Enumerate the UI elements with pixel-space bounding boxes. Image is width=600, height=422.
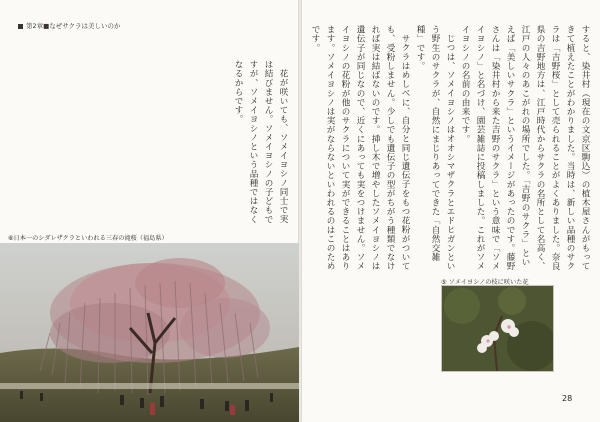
paragraph: 花が咲いても、ソメイヨシノ同士で実は結びません。ソメイヨシノの子どもですが、ソメイヨシノという品種ではなくなるからです。 xyxy=(233,60,288,224)
square-bullet-icon xyxy=(18,24,23,29)
caption-text: ⑥日本一のシダレザクラといわれる三春の滝桜（福島県） xyxy=(8,235,168,242)
cherry-tree-photo xyxy=(0,243,299,422)
running-head-text: 第2章■なぜサクラは美しいのか xyxy=(26,22,121,30)
tree-photo-caption xyxy=(8,233,168,242)
caption-number: ⑤ xyxy=(441,279,447,286)
cherry-blossom-illustration xyxy=(442,286,553,371)
weeping-cherry-illustration xyxy=(0,243,299,422)
paragraph: じつは、ソメイヨシノはオオシマザクラとエドヒガンという野生のサクラが、自然にまじりあってできた「自然交雑種」です。 xyxy=(415,25,455,271)
left-body-text xyxy=(160,60,290,230)
paragraph: すると、染井村（現在の文京区駒込）の植木屋さんがもってきて植えたことがわかりました。当時は、新しい品種のサクラは「吉野桜」として売られることがよくありました。奈良県の吉野地方は、江戸時代からサクラの名所として名高く、江戸の人々のあこがれの場所でした。「吉野のサクラ」といえば「美しいサクラ」というイメージがあったのです。藤野さんは「染井村から来た吉野のサクラ」という意味で「ソメイヨシノ」と名づけ、園芸雑誌に投稿しました。これがソメイヨシノの名前の由来です。 xyxy=(460,25,590,271)
running-head xyxy=(18,21,121,30)
right-body-text xyxy=(309,25,592,275)
caption-text: ソメイヨシノの枝に咲いた花 xyxy=(448,279,529,286)
page-number: 28 xyxy=(562,394,573,403)
paragraph: サクラはめしべに、自分と同じ遺伝子をもつ花粉がついても、受粉しません。少しでも遺伝子の型がちがう種類でなければ実は結ばないのです。挿し木で増やしたソメイヨシノは遺伝子が同じなので、近くにあっても実をつけません。ソメイヨシノの花粉が他のサクラについて実ができることはあります。ソメイヨシノは実がならないといわれるのはこのためです。 xyxy=(310,25,410,271)
cherry-flower-photo xyxy=(441,285,554,372)
